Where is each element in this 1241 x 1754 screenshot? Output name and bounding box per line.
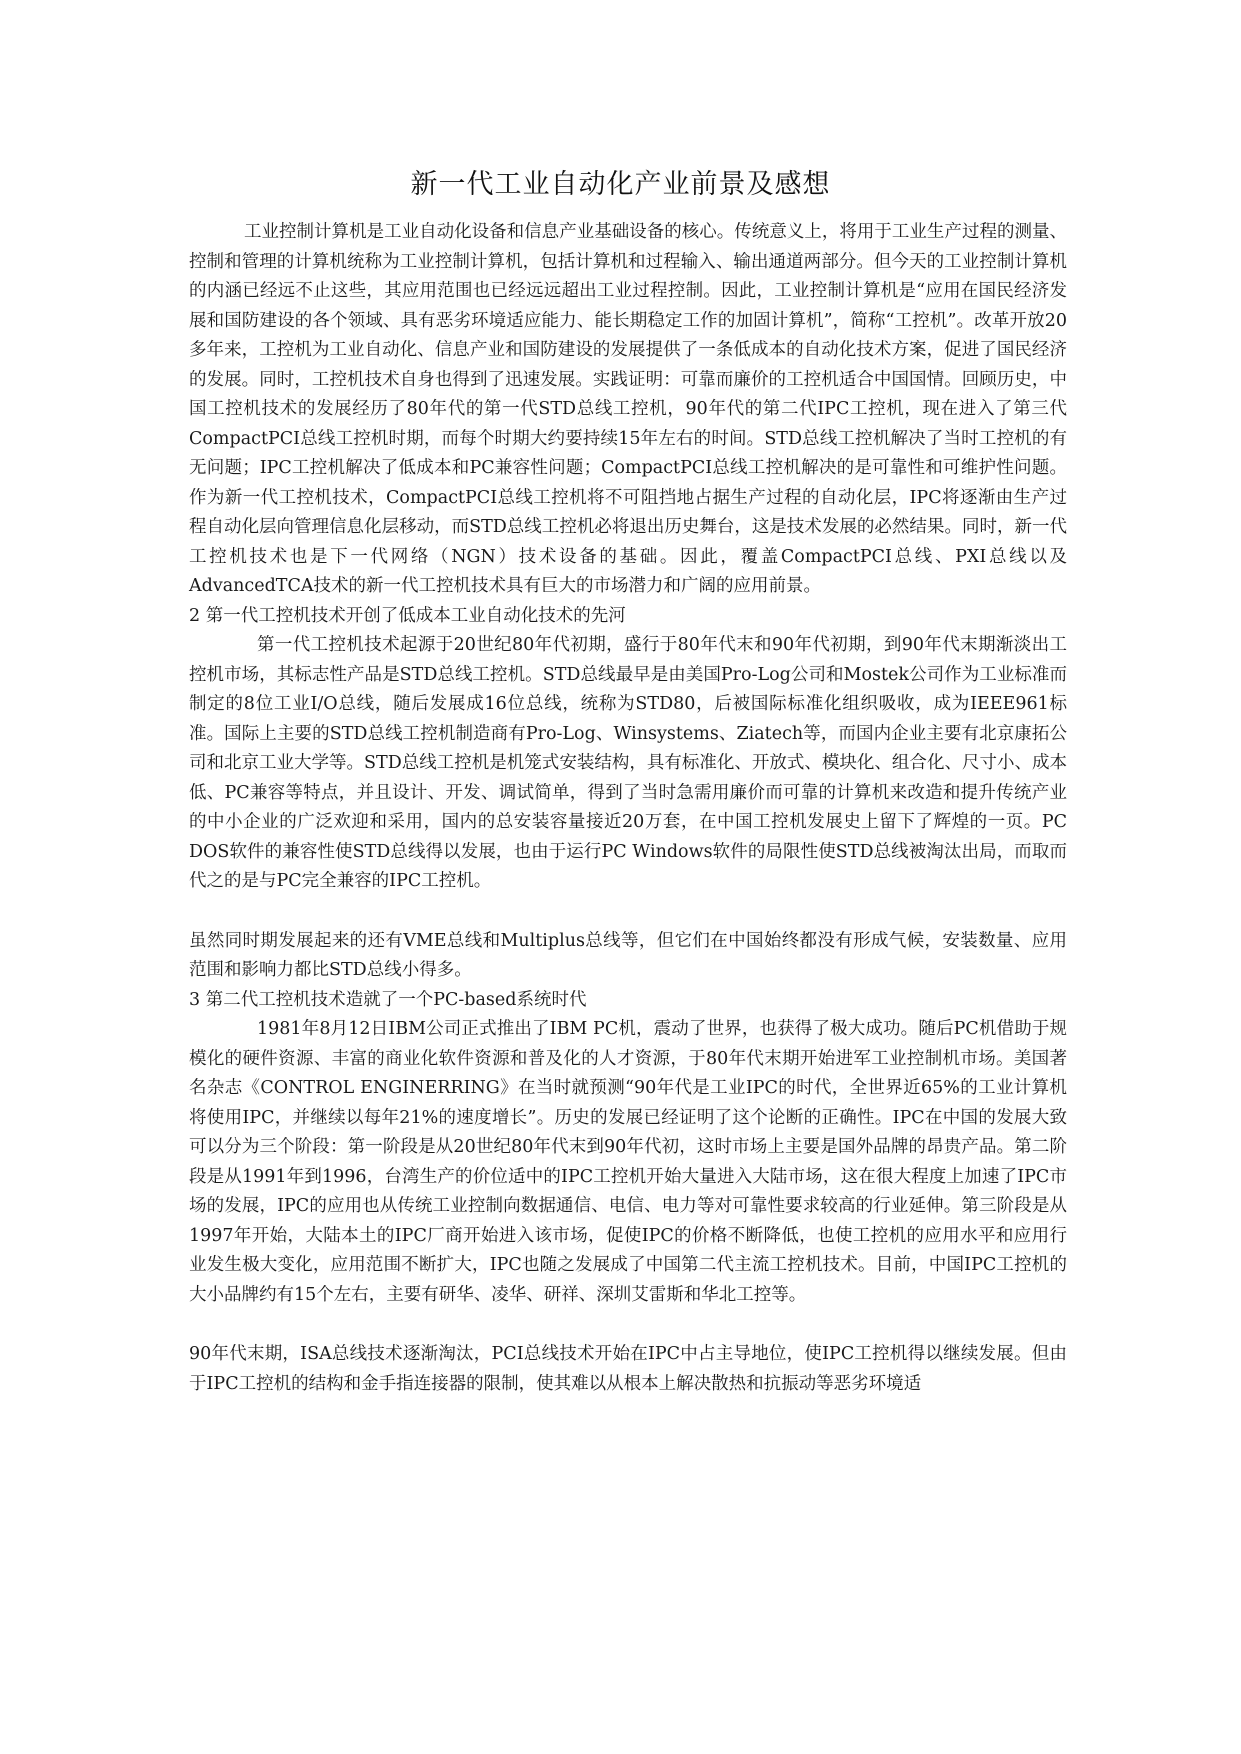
section-3-heading: 3 第二代工控机技术造就了一个PC-based系统时代 [189, 989, 587, 1010]
paragraph-gap [189, 897, 1067, 927]
paragraph-gap [189, 1310, 1067, 1340]
section-3-paragraph-1: 1981年8月12日IBM公司正式推出了IBM PC机，震动了世界，也获得了极大成功。随后PC机借助于规模化的硬件资源、丰富的商业化软件资源和普及化的人才资源，于80年代末期开始进军工业控制机市场。美国著名杂志《CONTROL ENGINERRING》在当时就预测“90年代是工业IPC的时代，全世界近65%的工业计算机将使用IPC，并继续以每年21%的速度增长”。历史的发展已经证明了这个论断的正确性。IPC在中国的发展大致可以分为三个阶段：第一阶段是从20世纪80年代末到90年代初，这时市场上主要是国外品牌的昂贵产品。第二阶段是从1991年到1996，台湾生产的价位适中的IPC工控机开始大量进入大陆市场，这在很大程度上加速了IPC市场的发展，IPC的应用也从传统工业控制向数据通信、电信、电力等对可靠性要求较高的行业延伸。第三阶段是从1997年开始，大陆本土的IPC厂商开始进入该市场，促使IPC的价格不断降低，也使工控机的应用水平和应用行业发生极大变化，应用范围不断扩大，IPC也随之发展成了中国第二代主流工控机技术。目前，中国IPC工控机的大小品牌约有15个左右，主要有研华、凌华、研祥、深圳艾雷斯和华北工控等。 [189, 1019, 1067, 1305]
section-2-paragraph-2: 虽然同时期发展起来的还有VME总线和Multiplus总线等，但它们在中国始终都没有形成气候，安装数量、应用范围和影响力都比STD总线小得多。 [189, 930, 1067, 980]
document-body [189, 218, 1067, 1399]
document-title: 新一代工业自动化产业前景及感想 [410, 169, 831, 200]
section-3-paragraph-2: 90年代末期，ISA总线技术逐渐淘汰，PCI总线技术开始在IPC中占主导地位，使IPC工控机得以继续发展。但由于IPC工控机的结构和金手指连接器的限制，使其难以从根本上解决散热和抗振动等恶劣环境适 [189, 1344, 1067, 1394]
intro-paragraph: 工业控制计算机是工业自动化设备和信息产业基础设备的核心。传统意义上，将用于工业生产过程的测量、控制和管理的计算机统称为工业控制计算机，包括计算机和过程输入、输出通道两部分。但今天的工业控制计算机的内涵已经远不止这些，其应用范围也已经远远超出工业过程控制。因此，工业控制计算机是“应用在国民经济发展和国防建设的各个领域、具有恶劣环境适应能力、能长期稳定工作的加固计算机”，简称“工控机”。改革开放20多年来，工控机为工业自动化、信息产业和国防建设的发展提供了一条低成本的自动化技术方案，促进了国民经济的发展。同时，工控机技术自身也得到了迅速发展。实践证明：可靠而廉价的工控机适合中国国情。回顾历史，中国工控机技术的发展经历了80年代的第一代STD总线工控机，90年代的第二代IPC工控机，现在进入了第三代CompactPCI总线工控机时期，而每个时期大约要持续15年左右的时间。STD总线工控机解决了当时工控机的有无问题；IPC工控机解决了低成本和PC兼容性问题；CompactPCI总线工控机解决的是可靠性和可维护性问题。作为新一代工控机技术，CompactPCI总线工控机将不可阻挡地占据生产过程的自动化层，IPC将逐渐由生产过程自动化层向管理信息化层移动，而STD总线工控机必将退出历史舞台，这是技术发展的必然结果。同时，新一代工控机技术也是下一代网络（NGN）技术设备的基础。因此，覆盖CompactPCI总线、PXI总线以及AdvancedTCA技术的新一代工控机技术具有巨大的市场潜力和广阔的应用前景。 [189, 222, 1067, 596]
section-2-heading: 2 第一代工控机技术开创了低成本工业自动化技术的先河 [189, 605, 626, 626]
section-2-paragraph-1: 第一代工控机技术起源于20世纪80年代初期，盛行于80年代末和90年代初期，到90年代末期渐淡出工控机市场，其标志性产品是STD总线工控机。STD总线最早是由美国Pro-Log公司和Mostek公司作为工业标准而制定的8位工业I/O总线，随后发展成16位总线，统称为STD80，后被国际标准化组织吸收，成为IEEE961标准。国际上主要的STD总线工控机制造商有Pro-Log、Winsystems、Ziatech等，而国内企业主要有北京康拓公司和北京工业大学等。STD总线工控机是机笼式安装结构，具有标准化、开放式、模块化、组合化、尺寸小、成本低、PC兼容等特点，并且设计、开发、调试简单，得到了当时急需用廉价而可靠的计算机来改造和提升传统产业的中小企业的广泛欢迎和采用，国内的总安装容量接近20万套，在中国工控机发展史上留下了辉煌的一页。PC DOS软件的兼容性使STD总线得以发展，也由于运行PC Windows软件的局限性使STD总线被淘汰出局，而取而代之的是与PC完全兼容的IPC工控机。 [189, 635, 1067, 891]
